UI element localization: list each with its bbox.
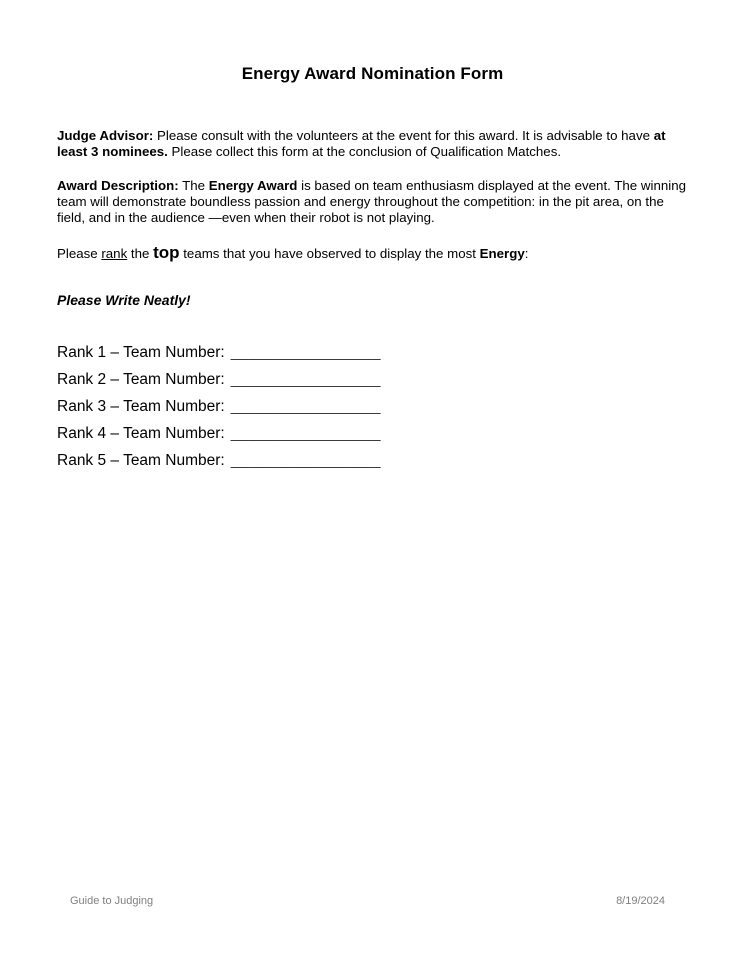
rank-1-team-number-blank: _________________ <box>230 344 381 361</box>
text-segment: Please <box>57 246 102 261</box>
rank-5-label: Rank 5 – Team Number: <box>57 452 225 469</box>
rank-3-team-number-blank: _________________ <box>230 398 381 415</box>
text-segment: the <box>127 246 154 261</box>
page-title: Energy Award Nomination Form <box>241 64 504 83</box>
text-segment: is based on team enthusiasm displayed at the event. The winning team will demonstrate boundless passion and energy throughout the competition: in the pit area, on the field, and in the audience —even when their robot is not playing. <box>57 178 686 225</box>
text-segment: : <box>524 246 529 261</box>
rank-instruction-paragraph <box>57 245 688 262</box>
rank-2-team-number-blank: _________________ <box>230 371 381 388</box>
rank-field-list <box>57 339 688 474</box>
text-segment: The <box>178 178 209 193</box>
footer-document-name: Guide to Judging <box>70 895 154 907</box>
write-neatly-note: Please Write Neatly! <box>57 292 191 308</box>
page-footer <box>70 895 665 907</box>
rank-field-row <box>57 420 688 447</box>
rank-2-label: Rank 2 – Team Number: <box>57 371 225 388</box>
award-description-label: Award Description: <box>57 178 179 193</box>
energy-award-emphasis: Energy Award <box>208 178 298 193</box>
text-segment: Please collect this form at the conclusion of Qualification Matches. <box>167 144 562 159</box>
text-segment: teams that you have observed to display the most <box>179 246 480 261</box>
judge-advisor-label: Judge Advisor: <box>57 128 154 143</box>
page-content <box>57 0 688 474</box>
award-description-paragraph <box>57 178 688 226</box>
footer-date: 8/19/2024 <box>616 895 665 907</box>
rank-field-row <box>57 339 688 366</box>
rank-field-row <box>57 366 688 393</box>
rank-underlined-word: rank <box>101 246 128 261</box>
energy-emphasis-word: Energy <box>479 246 525 261</box>
rank-field-row <box>57 447 688 474</box>
rank-1-label: Rank 1 – Team Number: <box>57 344 225 361</box>
top-emphasis-word: top <box>153 243 180 262</box>
rank-3-label: Rank 3 – Team Number: <box>57 398 225 415</box>
rank-4-label: Rank 4 – Team Number: <box>57 425 225 442</box>
nominees-emphasis: at least 3 nominees. <box>57 128 666 159</box>
rank-4-team-number-blank: _________________ <box>230 425 381 442</box>
text-segment: Please consult with the volunteers at the event for this award. It is advisable to have <box>153 128 654 143</box>
rank-5-team-number-blank: _________________ <box>230 452 381 469</box>
judge-advisor-paragraph <box>57 128 688 160</box>
rank-field-row <box>57 393 688 420</box>
